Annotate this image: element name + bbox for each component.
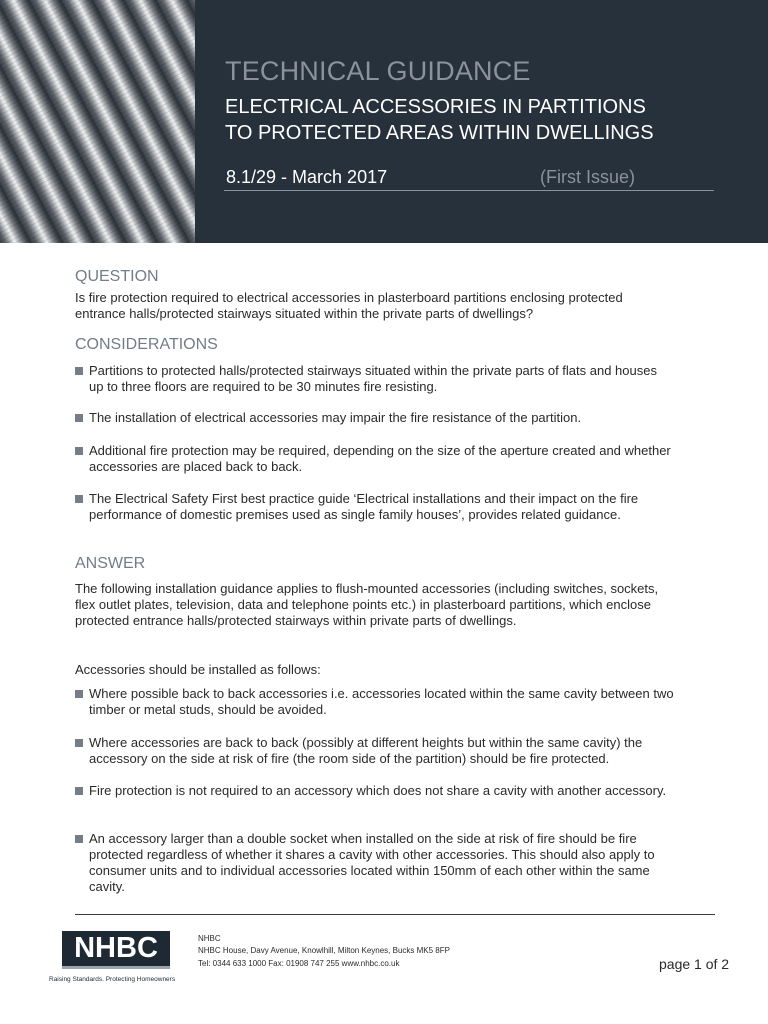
- answer-intro: The following installation guidance applies to flush-mounted accessories (including switches, sockets, flex outlet plates, television, data and telephone points etc.) in plasterboard partitions, which enclose protected entrance halls/protected stairways within private parts of dwellings.: [75, 581, 659, 628]
- page-number: page 1 of 2: [659, 956, 730, 972]
- footer-address: NHBC House, Davy Avenue, Knowlhill, Milton Keynes, Bucks MK5 8FP: [198, 946, 450, 955]
- bullet-square-icon: [75, 367, 83, 375]
- nhbc-logo: NHBC: [62, 931, 170, 969]
- consideration-item: Additional fire protection may be required, depending on the size of the aperture created and whether accessories are placed back to back.: [75, 443, 675, 475]
- question-text: Is fire protection required to electrical accessories in plasterboard partitions enclosing protected entrance halls/protected stairways situated within the private parts of dwellings?: [75, 290, 623, 321]
- consideration-item: The installation of electrical accessories may impair the fire resistance of the partition.: [75, 410, 675, 426]
- question-heading: QUESTION: [75, 268, 159, 285]
- footer-divider: [75, 914, 715, 915]
- answer-item: Where possible back to back accessories i.e. accessories located within the same cavity between two timber or metal studs, should be avoided.: [75, 686, 675, 718]
- footer-contact: Tel: 0344 633 1000 Fax: 01908 747 255 www.nhbc.co.uk: [198, 959, 400, 968]
- answer-item: Fire protection is not required to an accessory which does not share a cavity with another accessory.: [75, 783, 675, 799]
- bullet-square-icon: [75, 414, 83, 422]
- answer-lead: Accessories should be installed as follows:: [75, 662, 321, 677]
- issue-label: (First Issue): [540, 167, 636, 187]
- bullet-square-icon: [75, 787, 83, 795]
- logo-tagline: Raising Standards. Protecting Homeowners: [49, 976, 176, 983]
- answer-item: Where accessories are back to back (possibly at different heights but within the same cavity) the accessory on the side at risk of fire (the room side of the partition) should be fire protected.: [75, 735, 675, 767]
- bullet-square-icon: [75, 835, 83, 843]
- bullet-square-icon: [75, 447, 83, 455]
- bullet-square-icon: [75, 690, 83, 698]
- considerations-heading: CONSIDERATIONS: [75, 336, 218, 353]
- document-reference: 8.1/29 - March 2017: [226, 167, 388, 187]
- consideration-item: The Electrical Safety First best practice guide ‘Electrical installations and their impact on the fire performance of domestic premises used as single family houses’, provides related guidance.: [75, 491, 675, 523]
- document-subtitle-line1: ELECTRICAL ACCESSORIES IN PARTITIONS: [225, 96, 646, 118]
- bullet-square-icon: [75, 495, 83, 503]
- bullet-square-icon: [75, 739, 83, 747]
- footer-org: NHBC: [198, 934, 221, 943]
- document-title: TECHNICAL GUIDANCE: [225, 56, 531, 86]
- document-subtitle-line2: TO PROTECTED AREAS WITHIN DWELLINGS: [225, 122, 654, 144]
- header-divider: [224, 190, 714, 191]
- consideration-item: Partitions to protected halls/protected stairways situated within the private parts of flats and houses up to three floors are required to be 30 minutes fire resisting.: [75, 363, 675, 395]
- header-photo: [0, 0, 195, 243]
- answer-heading: ANSWER: [75, 555, 146, 572]
- answer-item: An accessory larger than a double socket when installed on the side at risk of fire should be fire protected regardless of whether it shares a cavity with other accessories. This should also apply to consumer units and to individual accessories located within 150mm of each other within the same cavity.: [75, 831, 675, 895]
- header-banner: [0, 0, 768, 243]
